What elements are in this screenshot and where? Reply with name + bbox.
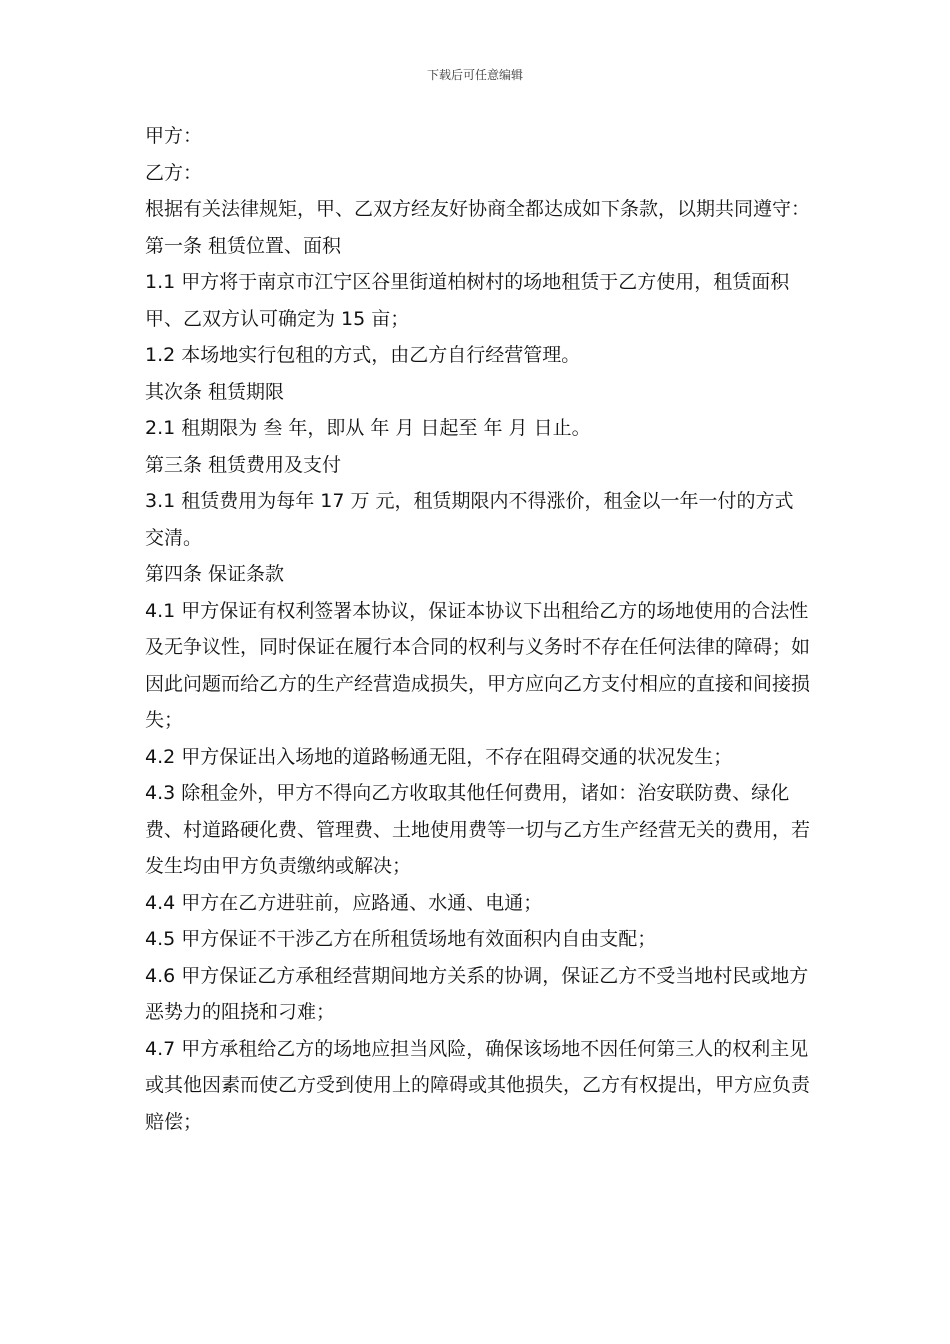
paragraph-preamble: 根据有关法律规矩，甲、乙双方经友好协商全都达成如下条款，以期共同遵守： — [145, 198, 811, 220]
paragraph-party-b: 乙方： — [145, 161, 203, 184]
clause-paragraph: 4.1 甲方保证有权利签署本协议，保证本协议下出租给乙方的场地使用的合法性及无争议性，同时保证在履行本合同的权利与义务时不存在任何法律的障碍；如因此问题而给乙方的生产经营造成损失，甲方应向乙方支付相应的直接和间接损失； — [145, 599, 811, 731]
clause-paragraph: 4.7 甲方承租给乙方的场地应担当风险，确保该场地不因任何第三人的权利主见或其他因素而使乙方受到使用上的障碍或其他损失，乙方有权提出，甲方应负责赔偿； — [145, 1037, 811, 1133]
clause-paragraph: 4.6 甲方保证乙方承租经营期间地方关系的协调，保证乙方不受当地村民或地方恶势力的阻挠和刁难； — [145, 964, 809, 1023]
clause-paragraph: 4.5 甲方保证不干涉乙方在所租赁场地有效面积内自由支配； — [145, 928, 657, 950]
clause-paragraph: 3.1 租赁费用为每年 17 万 元，租赁期限内不得涨价，租金以一年一付的方式交清。 — [145, 490, 794, 549]
article-heading: 第三条 租赁费用及支付 — [145, 453, 342, 476]
article-heading: 第一条 租赁位置、面积 — [145, 234, 342, 257]
clause-paragraph: 4.3 除租金外，甲方不得向乙方收取其他任何费用，诸如：治安联防费、绿化费、村道路硬化费、管理费、土地使用费等一切与乙方生产经营无关的费用，若发生均由甲方负责缴纳或解决； — [145, 782, 811, 877]
clause-paragraph: 1.2 本场地实行包租的方式，由乙方自行经营管理。 — [145, 344, 581, 366]
document-body — [145, 118, 810, 1140]
clause-paragraph: 4.4 甲方在乙方进驻前，应路通、水通、电通； — [145, 891, 543, 914]
header-note: 下载后可任意编辑 — [426, 68, 523, 82]
paragraph-party-a: 甲方： — [145, 125, 203, 147]
article-heading: 其次条 租赁期限 — [145, 380, 285, 403]
clause-paragraph: 4.2 甲方保证出入场地的道路畅通无阻，不存在阻碍交通的状况发生； — [145, 745, 733, 768]
article-heading: 第四条 保证条款 — [145, 563, 285, 585]
clause-paragraph: 1.1 甲方将于南京市江宁区谷里街道柏树村的场地租赁于乙方使用，租赁面积甲、乙双方认可确定为 15 亩； — [145, 271, 790, 330]
clause-paragraph: 2.1 租期限为 叁 年，即从 年 月 日起至 年 月 日止。 — [145, 417, 591, 439]
